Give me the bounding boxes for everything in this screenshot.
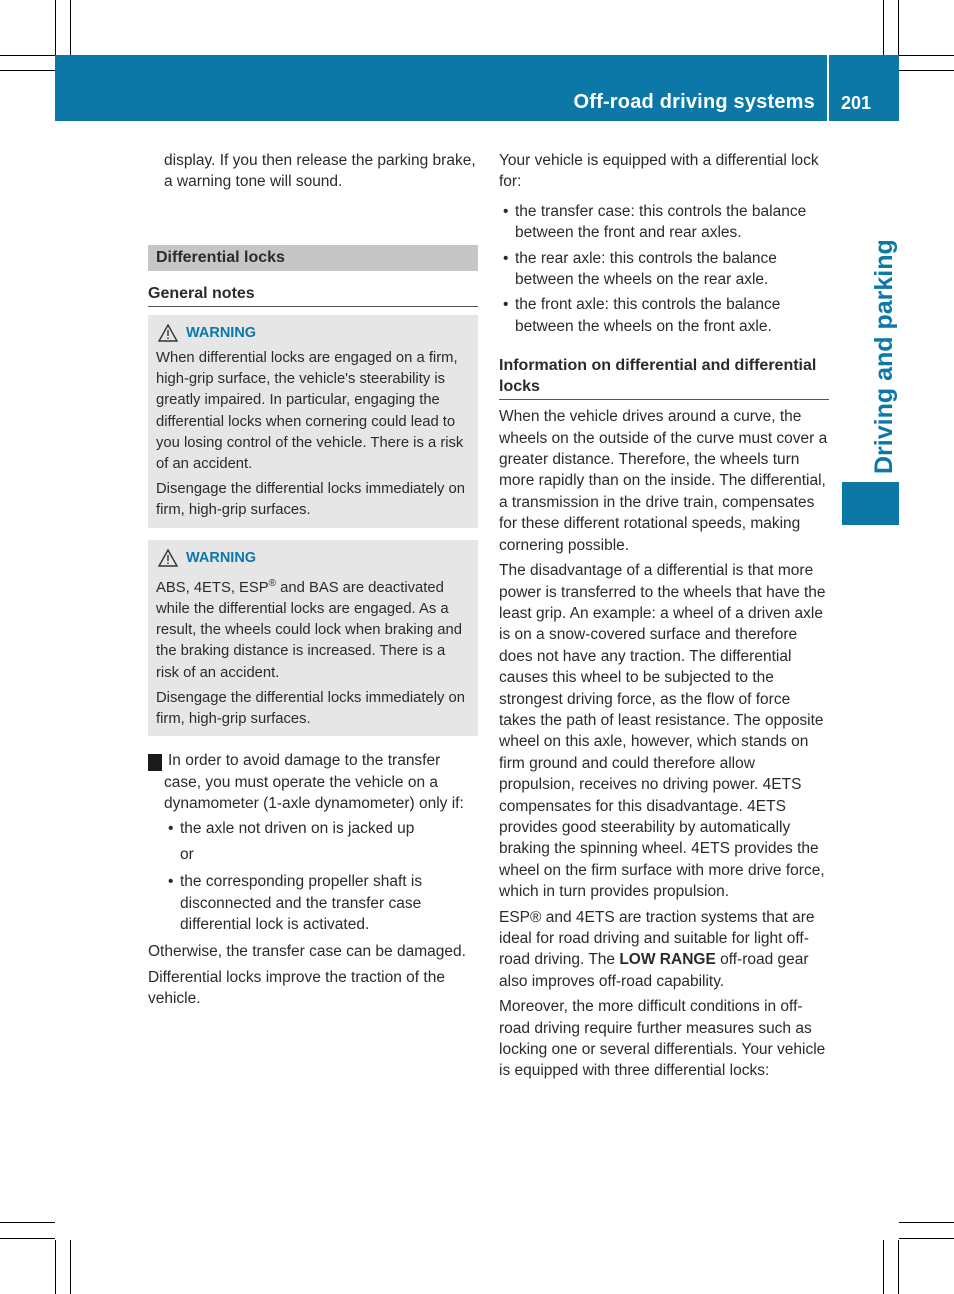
warning-box xyxy=(148,540,478,737)
or-text: or xyxy=(180,845,194,863)
chapter-marker xyxy=(842,482,899,525)
intro-text: Your vehicle is equipped with a differential lock for: xyxy=(499,152,819,191)
list-item: • the rear axle: this controls the balance between the wheels on the rear axle. xyxy=(499,248,829,291)
warning-title xyxy=(156,548,470,569)
crop-mark xyxy=(55,1240,56,1294)
crop-mark xyxy=(0,1238,55,1239)
left-column xyxy=(144,150,478,1014)
page-header xyxy=(55,55,899,121)
body-text: Differential locks improve the traction of the vehicle. xyxy=(148,968,445,1008)
crop-mark xyxy=(70,1240,71,1294)
section-title: Off-road driving systems xyxy=(573,91,815,113)
warning-title xyxy=(156,323,470,344)
warning-text: Disengage the differential locks immediately on firm, high-grip surfaces. xyxy=(156,481,465,519)
crop-mark xyxy=(883,1240,884,1294)
warning-triangle-icon xyxy=(158,549,178,567)
crop-mark xyxy=(899,1238,954,1239)
note-text: ! In order to avoid damage to the transfer case, you must operate the vehicle on a dynamometer (1-axle dynamometer) only if: xyxy=(144,752,464,812)
warning-label: WARNING xyxy=(186,549,257,566)
crop-mark xyxy=(898,1240,899,1294)
bullet-list xyxy=(499,201,829,337)
note-list xyxy=(164,818,478,839)
body-text: Moreover, the more difficult conditions in off-road driving require further measures such as locking one or several differentials. Your vehicle is equipped with three differential locks: xyxy=(499,998,826,1080)
list-item: • the corresponding propeller shaft is disconnected and the transfer case differential lock is activated. xyxy=(164,871,478,935)
crop-mark xyxy=(0,1222,55,1223)
crop-mark xyxy=(898,0,899,55)
chapter-tab-label: Driving and parking xyxy=(870,239,898,474)
crop-mark xyxy=(899,55,954,56)
warning-text: Disengage the differential locks immediately on firm, high-grip surfaces. xyxy=(156,689,465,727)
warning-box xyxy=(148,315,478,528)
subheading: General notes xyxy=(148,283,478,307)
exclamation-icon: ! xyxy=(148,754,162,771)
subheading: Information on differential and differential locks xyxy=(499,355,829,400)
list-item: • the front axle: this controls the balance between the wheels on the front axle. xyxy=(499,294,829,337)
warning-label: WARNING xyxy=(186,324,257,341)
warning-triangle-icon xyxy=(158,324,178,342)
note-list xyxy=(164,871,478,935)
page-number: 201 xyxy=(841,93,872,113)
section-heading: Differential locks xyxy=(148,245,478,271)
crop-mark xyxy=(0,55,55,56)
body-text: Otherwise, the transfer case can be damaged. xyxy=(148,943,466,961)
body-text: The disadvantage of a differential is that more power is transferred to the wheels that have the least grip. An example: a wheel of a driven axle is on a snow-covered surface and therefore does not have any traction. The differential causes this wheel to be subjected to the strongest driving force, as the flow of force takes the path of least resistance. The opposite wheel on this axle, however, which stands on firm ground and could therefore allow propulsion, receives no driving power. 4ETS compensates for this disadvantage. 4ETS provides good steerability by automatically braking the spinning wheel. 4ETS provides the wheel on the firm surface with more drive force, which in turn provides propulsion. xyxy=(499,562,826,901)
chapter-tab xyxy=(842,122,899,472)
header-divider xyxy=(827,55,829,121)
crop-mark xyxy=(55,0,56,55)
list-item: • the transfer case: this controls the balance between the front and rear axles. xyxy=(499,201,829,244)
crop-mark xyxy=(883,0,884,55)
warning-text: When differential locks are engaged on a firm, high-grip surface, the vehicle's steerability is greatly impaired. In particular, engaging the differential locks when cornering could lead to you losing control of the vehicle. There is a risk of an accident. xyxy=(156,350,464,473)
crop-mark xyxy=(899,70,954,71)
list-item: • the axle not driven on is jacked up xyxy=(164,818,478,839)
body-text: When the vehicle drives around a curve, the wheels on the outside of the curve must cover a greater distance. Therefore, the wheels turn more rapidly than on the inside. The differential, a transmission in the drive train, compensates for these different rotational speeds, making cornering possible. xyxy=(499,408,828,554)
crop-mark xyxy=(899,1222,954,1223)
intro-text: display. If you then release the parking brake, a warning tone will sound. xyxy=(164,152,476,191)
crop-mark xyxy=(0,70,55,71)
note-block xyxy=(144,750,478,963)
crop-mark xyxy=(70,0,71,55)
warning-text: ABS, 4ETS, ESP® and BAS are deactivated while the differential locks are engaged. As a result, the wheels could lock when braking and the braking distance is increased. There is a risk of an accident. xyxy=(156,577,462,681)
body-text: ESP® and 4ETS are traction systems that are ideal for road driving and suitable for light off-road driving. The LOW RANGE off-road gear also improves off-road capability. xyxy=(499,908,815,990)
right-column xyxy=(499,150,829,1086)
